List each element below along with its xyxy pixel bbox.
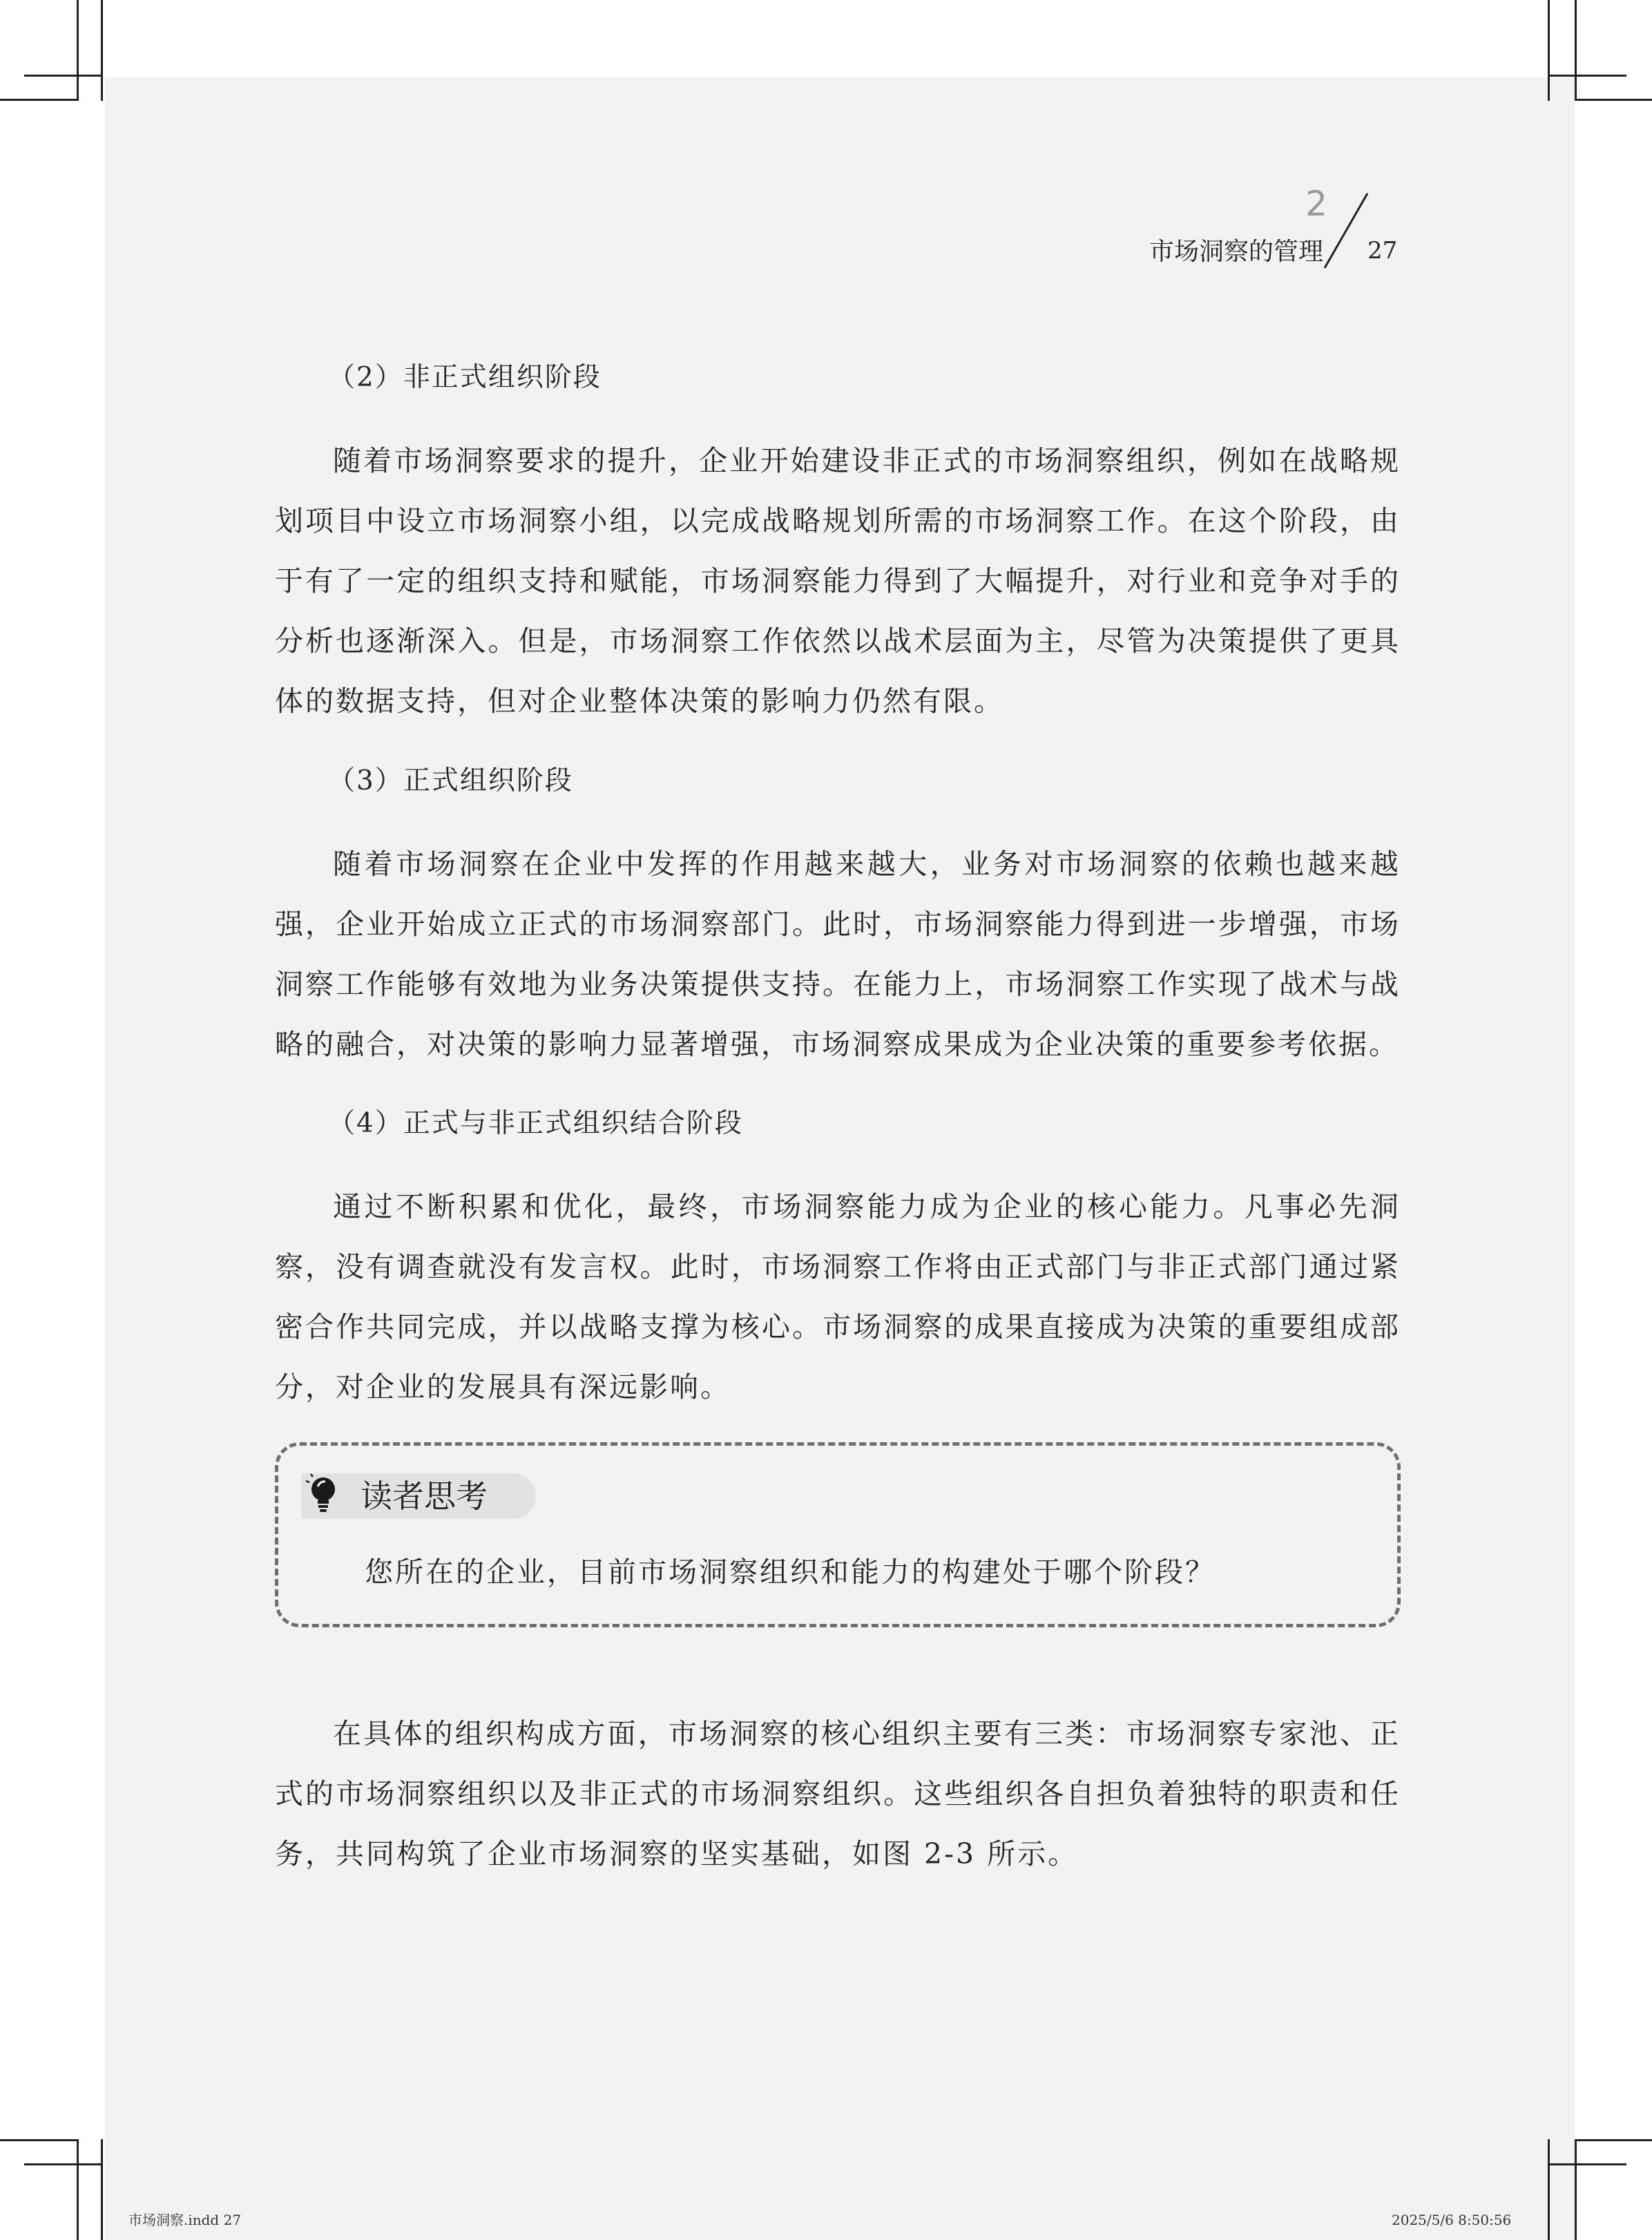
reader-box-question: 您所在的企业，目前市场洞察组织和能力的构建处于哪个阶段？ <box>365 1555 1216 1589</box>
header-slash-divider <box>1319 191 1374 274</box>
section-heading-2: （2）非正式组织阶段 <box>328 362 602 393</box>
footer-timestamp: 2025/5/6 8:50:56 <box>1392 2212 1512 2228</box>
page-background <box>105 77 1575 2240</box>
section-heading-3: （3）正式组织阶段 <box>328 765 573 796</box>
section-heading-4: （4）正式与非正式组织结合阶段 <box>328 1108 743 1139</box>
section-paragraph-2 <box>275 431 1401 731</box>
chapter-title: 市场洞察的管理 <box>1149 238 1323 266</box>
paragraph-text: 在具体的组织构成方面，市场洞察的核心组织主要有三类：市场洞察专家池、正式的市场洞察组织以及非正式的市场洞察组织。这些组织各自担负着独特的职责和任务，共同构筑了企业市场洞察的坚实基础，如图 2-3 所示。 <box>275 1717 1401 1870</box>
paragraph-text: 通过不断积累和优化，最终，市场洞察能力成为企业的核心能力。凡事必先洞察，没有调查就没有发言权。此时，市场洞察工作将由正式部门与非正式部门通过紧密合作共同完成，并以战略支撑为核心。市场洞察的成果直接成为决策的重要组成部分，对企业的发展具有深远影响。 <box>275 1190 1401 1404</box>
paragraph-text: 随着市场洞察在企业中发挥的作用越来越大，业务对市场洞察的依赖也越来越强，企业开始成立正式的市场洞察部门。此时，市场洞察能力得到进一步增强，市场洞察工作能够有效地为业务决策提供支持。在能力上，市场洞察工作实现了战术与战略的融合，对决策的影响力显著增强，市场洞察成果成为企业决策的重要参考依据。 <box>275 848 1401 1061</box>
section-paragraph-4 <box>275 1177 1401 1417</box>
paragraph-text: 随着市场洞察要求的提升，企业开始建设非正式的市场洞察组织，例如在战略规划项目中设立市场洞察小组，以完成战略规划所需的市场洞察工作。在这个阶段，由于有了一定的组织支持和赋能，市场洞察能力得到了大幅提升，对行业和竞争对手的分析也逐渐深入。但是，市场洞察工作依然以战术层面为主，尽管为决策提供了更具体的数据支持，但对企业整体决策的影响力仍然有限。 <box>275 444 1401 718</box>
page-number: 27 <box>1367 237 1398 265</box>
lightbulb-icon <box>304 1471 348 1521</box>
reader-reflection-box <box>275 1442 1401 1627</box>
footer-file-name: 市场洞察.indd 27 <box>128 2212 242 2228</box>
section-paragraph-3 <box>275 834 1401 1075</box>
reader-box-title: 读者思考 <box>361 1477 488 1515</box>
chapter-number: 2 <box>1305 184 1327 224</box>
closing-paragraph <box>275 1704 1401 1884</box>
